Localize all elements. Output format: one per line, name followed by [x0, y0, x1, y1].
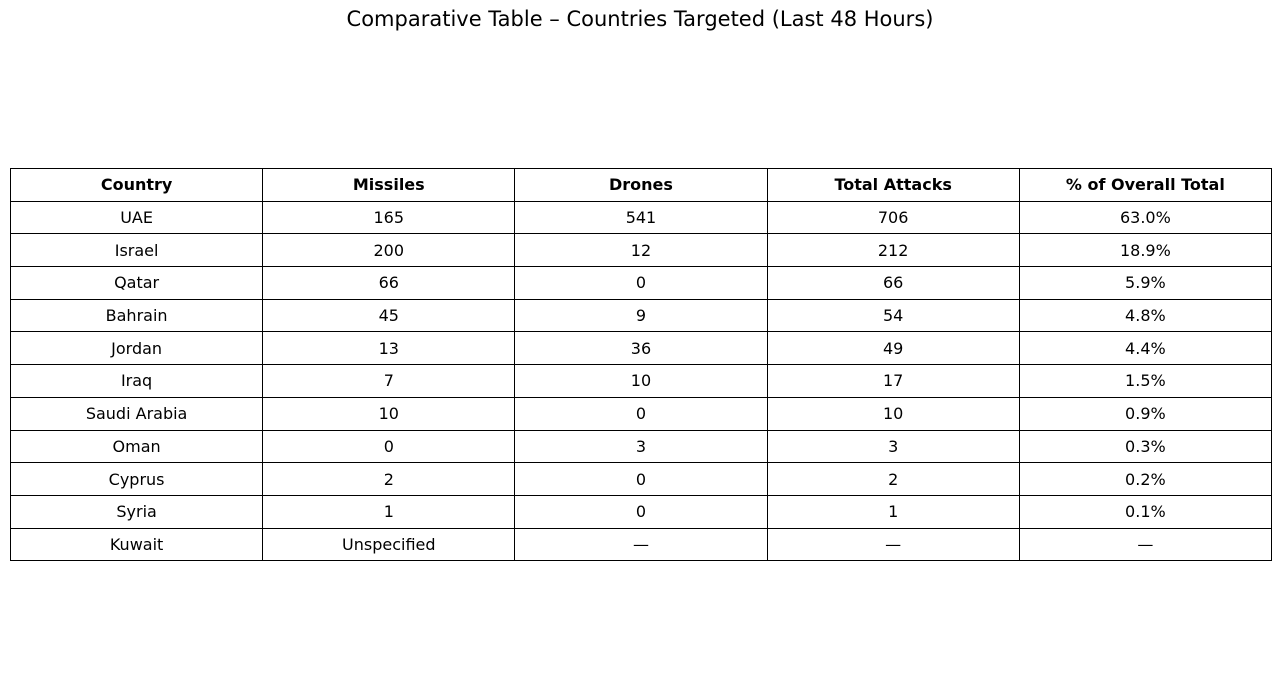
table-row: [11, 299, 1272, 332]
total-attacks-cell: 1: [767, 495, 1019, 528]
percent-cell: 4.4%: [1019, 332, 1271, 365]
country-cell: Israel: [11, 234, 263, 267]
drones-cell: 0: [515, 495, 767, 528]
drones-cell: 541: [515, 201, 767, 234]
total-attacks-cell: 54: [767, 299, 1019, 332]
missiles-cell: 165: [263, 201, 515, 234]
country-cell: Syria: [11, 495, 263, 528]
drones-cell: 9: [515, 299, 767, 332]
table-row: [11, 267, 1272, 300]
total-attacks-cell: 3: [767, 430, 1019, 463]
percent-cell: 5.9%: [1019, 267, 1271, 300]
percent-cell: 63.0%: [1019, 201, 1271, 234]
total-attacks-cell: 212: [767, 234, 1019, 267]
data-table: [10, 168, 1272, 561]
missiles-cell: 2: [263, 463, 515, 496]
percent-cell: 1.5%: [1019, 365, 1271, 398]
missiles-cell: 1: [263, 495, 515, 528]
country-cell: Kuwait: [11, 528, 263, 561]
drones-cell: 12: [515, 234, 767, 267]
total-attacks-cell: 10: [767, 397, 1019, 430]
country-cell: UAE: [11, 201, 263, 234]
total-attacks-cell: 66: [767, 267, 1019, 300]
table-row: [11, 365, 1272, 398]
missiles-cell: 66: [263, 267, 515, 300]
total-attacks-cell: 2: [767, 463, 1019, 496]
missiles-cell: 0: [263, 430, 515, 463]
country-cell: Bahrain: [11, 299, 263, 332]
column-header-total-attacks: Total Attacks: [767, 169, 1019, 202]
drones-cell: 0: [515, 397, 767, 430]
total-attacks-cell: 706: [767, 201, 1019, 234]
table-row: [11, 463, 1272, 496]
percent-cell: 4.8%: [1019, 299, 1271, 332]
table-row: [11, 430, 1272, 463]
drones-cell: 10: [515, 365, 767, 398]
country-cell: Iraq: [11, 365, 263, 398]
table-row: [11, 201, 1272, 234]
table-row: [11, 234, 1272, 267]
country-cell: Qatar: [11, 267, 263, 300]
missiles-cell: 13: [263, 332, 515, 365]
column-header-missiles: Missiles: [263, 169, 515, 202]
missiles-cell: 10: [263, 397, 515, 430]
missiles-cell: Unspecified: [263, 528, 515, 561]
chart-title: Comparative Table – Countries Targeted (Last 48 Hours): [346, 7, 934, 31]
percent-cell: 0.9%: [1019, 397, 1271, 430]
percent-cell: 18.9%: [1019, 234, 1271, 267]
percent-cell: 0.2%: [1019, 463, 1271, 496]
drones-cell: 0: [515, 267, 767, 300]
table-row: [11, 528, 1272, 561]
table-body: [11, 201, 1272, 561]
table-row: [11, 332, 1272, 365]
drones-cell: —: [515, 528, 767, 561]
total-attacks-cell: 17: [767, 365, 1019, 398]
drones-cell: 0: [515, 463, 767, 496]
missiles-cell: 7: [263, 365, 515, 398]
percent-cell: 0.1%: [1019, 495, 1271, 528]
percent-cell: 0.3%: [1019, 430, 1271, 463]
percent-cell: —: [1019, 528, 1271, 561]
table-row: [11, 495, 1272, 528]
missiles-cell: 45: [263, 299, 515, 332]
total-attacks-cell: —: [767, 528, 1019, 561]
country-cell: Cyprus: [11, 463, 263, 496]
drones-cell: 3: [515, 430, 767, 463]
country-cell: Oman: [11, 430, 263, 463]
total-attacks-cell: 49: [767, 332, 1019, 365]
table-row: [11, 397, 1272, 430]
country-cell: Jordan: [11, 332, 263, 365]
drones-cell: 36: [515, 332, 767, 365]
header-row: [11, 169, 1272, 202]
column-header-drones: Drones: [515, 169, 767, 202]
country-cell: Saudi Arabia: [11, 397, 263, 430]
column-header-country: Country: [11, 169, 263, 202]
column-header-percent-of-total: % of Overall Total: [1019, 169, 1271, 202]
missiles-cell: 200: [263, 234, 515, 267]
